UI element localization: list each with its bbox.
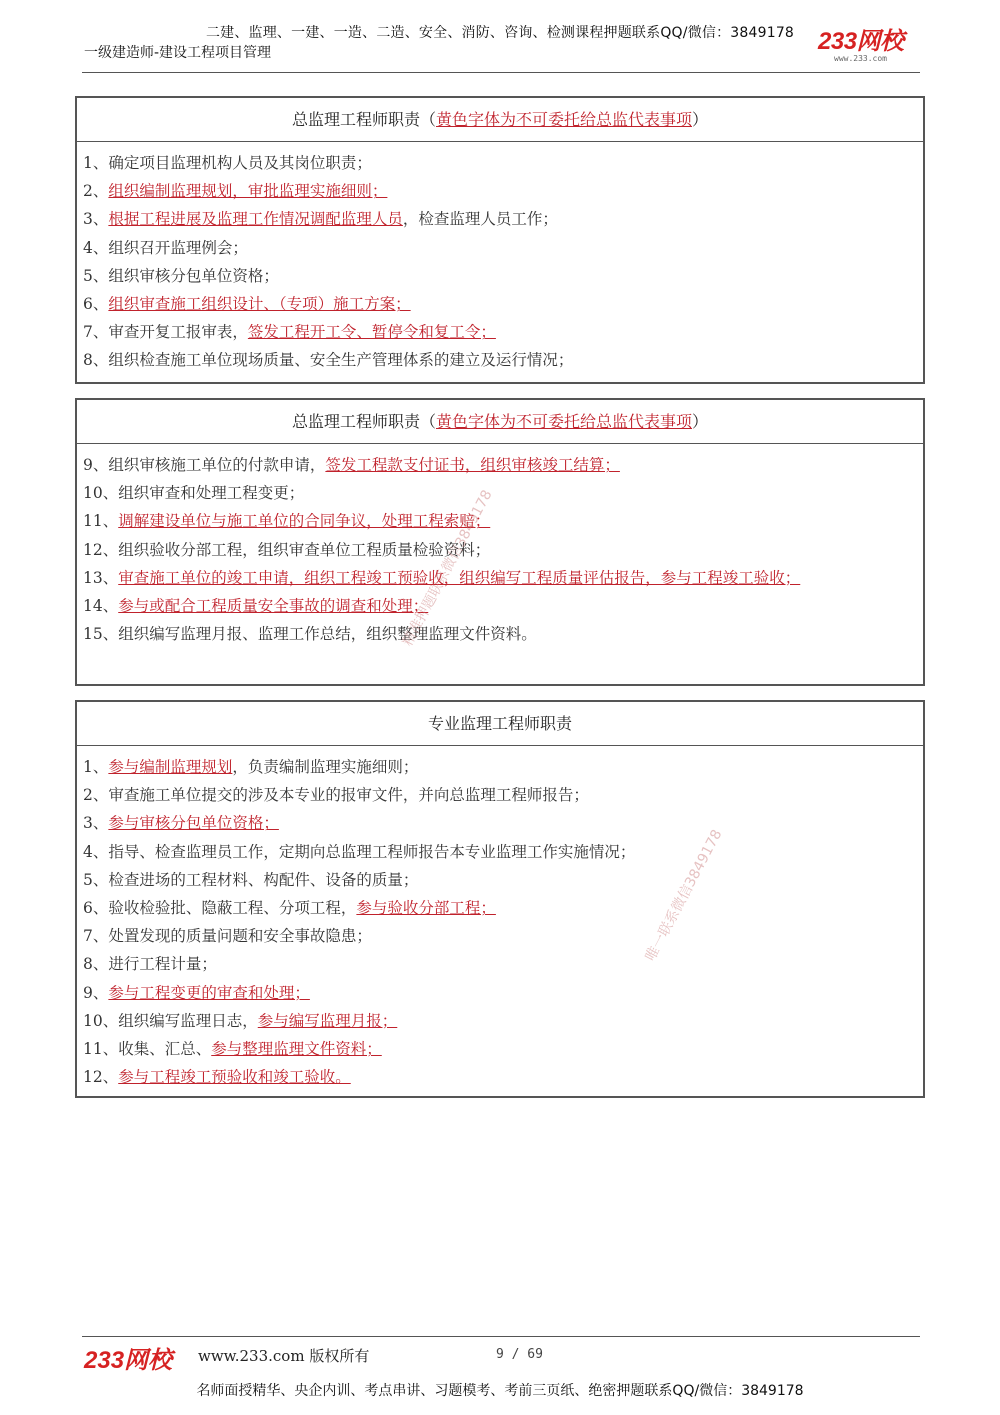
logo-233-top	[818, 30, 928, 64]
duty-text-highlight: 组织审查施工组织设计、（专项）施工方案；	[108, 295, 411, 314]
watermark: 唯一联系微信3849178	[642, 827, 726, 964]
duty-text: 组织审查和处理工程变更；	[118, 484, 305, 503]
duty-text-highlight: 调解建设单位与施工单位的合同争议，处理工程索赔；	[118, 512, 491, 531]
duty-item-number: 3、	[83, 814, 109, 833]
duty-item	[83, 620, 917, 648]
duty-text-highlight: 签发工程开工令、暂停令和复工令；	[247, 323, 496, 342]
section-title-highlight: 黄色字体为不可委托给总监代表事项	[435, 412, 692, 431]
duty-text: 进行工程计量；	[108, 955, 217, 974]
duty-item-number: 9、	[83, 456, 109, 474]
duty-item	[83, 479, 917, 507]
duty-item	[83, 451, 917, 479]
duty-item-number: 2、	[83, 786, 109, 805]
duty-item-number: 3、	[83, 210, 109, 229]
duty-item	[83, 318, 917, 346]
page-number: 9 / 69	[496, 1347, 543, 1362]
duty-item-number: 5、	[83, 266, 109, 285]
duty-item-number: 2、	[83, 182, 109, 201]
duty-text-highlight: 参与审核分包单位资格；	[108, 814, 279, 833]
duty-text-highlight: 组织编制监理规划，审批监理实施细则；	[108, 182, 388, 201]
section-box-chief-1	[75, 96, 925, 384]
duty-item-number: 7、	[83, 323, 109, 342]
logo-text: 233网校	[818, 28, 904, 55]
duty-item-number: 4、	[83, 842, 109, 861]
duty-item-number: 9、	[83, 983, 109, 1002]
duty-item	[83, 838, 917, 866]
duty-text-highlight: 参与验收分部工程；	[356, 899, 496, 918]
duty-item-number: 14、	[83, 597, 119, 616]
duty-text: 处置发现的质量问题和安全事故隐患；	[108, 927, 372, 946]
duty-text: 组织审核施工单位的付款申请，	[108, 456, 326, 474]
duty-text: 组织验收分部工程，组织审查单位工程质量检验资料；	[118, 540, 491, 559]
duty-item-number: 6、	[83, 899, 109, 918]
duty-item	[83, 564, 917, 592]
duty-text: 指导、检查监理员工作，定期向总监理工程师报告本专业监理工作实施情况；	[108, 842, 636, 861]
section-title	[77, 702, 923, 746]
duty-text-highlight: 根据工程进展及监理工作情况调配监理人员	[108, 210, 403, 229]
duty-item	[83, 177, 917, 205]
duty-text-highlight: 审查施工单位的竣工申请，组织工程竣工预验收，组织编写工程质量评估报告，参与工程竣工验收；	[118, 568, 801, 587]
watermark: 精准押题联系微信3849178	[399, 487, 496, 649]
duty-item	[83, 809, 917, 837]
duty-item	[83, 536, 917, 564]
duty-item-number: 12、	[83, 540, 119, 559]
duty-item	[83, 1035, 917, 1063]
doc-subtitle: 一级建造师-建设工程项目管理	[84, 45, 272, 61]
duty-text-highlight: 参与编写监理月报；	[257, 1011, 398, 1030]
duty-item-number: 5、	[83, 870, 109, 889]
duty-text: 审查开复工报审表，	[108, 323, 248, 342]
section-body	[77, 142, 923, 375]
duty-item-number: 4、	[83, 238, 109, 257]
duty-item	[83, 979, 917, 1007]
duty-text: 组织编写监理日志，	[118, 1011, 258, 1030]
footer-copyright: www.233.com 版权所有	[198, 1347, 370, 1365]
duty-item	[83, 507, 917, 535]
duty-text: 组织召开监理例会；	[108, 238, 248, 257]
duty-item-number: 11、	[83, 512, 119, 531]
duty-text-highlight: 参与整理监理文件资料；	[211, 1040, 382, 1059]
section-title-plain: 专业监理工程师职责	[427, 714, 572, 733]
top-banner: 二建、监理、一建、一造、二造、安全、消防、咨询、检测课程押题联系QQ/微信：3849178	[205, 25, 795, 41]
duty-text: 检查进场的工程材料、构配件、设备的质量；	[108, 870, 419, 889]
duty-item	[83, 262, 917, 290]
duty-item	[83, 1007, 917, 1035]
duty-item-number: 13、	[83, 568, 119, 587]
duty-item	[83, 894, 917, 922]
duty-item	[83, 950, 917, 978]
duty-item	[83, 205, 917, 233]
footer-divider	[82, 1336, 920, 1337]
section-title	[77, 98, 923, 142]
section-title-plain: 总监理工程师职责（	[291, 110, 436, 129]
duty-item-number: 12、	[83, 1068, 119, 1087]
duty-text: 审查施工单位提交的涉及本专业的报审文件，并向总监理工程师报告；	[108, 786, 589, 805]
section-box-chief-2	[75, 398, 925, 686]
duty-text: 组织检查施工单位现场质量、安全生产管理体系的建立及运行情况；	[108, 351, 574, 370]
section-title-plain: 总监理工程师职责（	[291, 412, 436, 431]
duty-text: ，负责编制监理实施细则；	[232, 758, 419, 776]
duty-item-number: 10、	[83, 484, 119, 503]
logo-url: www.233.com	[834, 54, 887, 63]
duty-item	[83, 753, 917, 781]
section-title-end: ）	[692, 412, 709, 431]
duty-item-number: 1、	[83, 154, 109, 172]
duty-item-number: 11、	[83, 1040, 119, 1059]
duty-text: 收集、汇总、	[118, 1040, 212, 1059]
section-body	[77, 444, 923, 648]
section-box-specialist	[75, 700, 925, 1098]
duty-item-number: 15、	[83, 625, 119, 644]
duty-item	[83, 290, 917, 318]
duty-item-number: 6、	[83, 295, 109, 314]
duty-item-number: 8、	[83, 351, 109, 370]
bottom-banner: 名师面授精华、央企内训、考点串讲、习题模考、考前三页纸、绝密押题联系QQ/微信：3849178	[196, 1383, 804, 1399]
section-title	[77, 400, 923, 444]
logo-233-bottom: 233网校	[84, 1347, 173, 1374]
duty-item	[83, 866, 917, 894]
duty-item	[83, 781, 917, 809]
duty-text-highlight: 参与工程变更的审查和处理；	[108, 983, 310, 1002]
duty-text-highlight: 签发工程款支付证书，组织审核竣工结算；	[325, 456, 620, 474]
duty-text: ，检查监理人员工作；	[402, 210, 558, 229]
header-divider	[82, 72, 920, 73]
duty-item-number: 7、	[83, 927, 109, 946]
duty-item	[83, 234, 917, 262]
duty-item	[83, 149, 917, 177]
duty-text: 确定项目监理机构人员及其岗位职责；	[108, 154, 372, 172]
duty-item	[83, 922, 917, 950]
duty-text: 组织审核分包单位资格；	[108, 266, 279, 285]
duty-item-number: 1、	[83, 758, 109, 776]
duty-item-number: 10、	[83, 1011, 119, 1030]
duty-text: 组织编写监理月报、监理工作总结，组织整理监理文件资料。	[118, 625, 537, 644]
section-title-end: ）	[692, 110, 709, 129]
duty-item	[83, 346, 917, 374]
section-body	[77, 746, 923, 1091]
duty-text-highlight: 参与编制监理规划	[108, 758, 233, 776]
duty-text: 验收检验批、隐蔽工程、分项工程，	[108, 899, 357, 918]
duty-item	[83, 592, 917, 620]
section-title-highlight: 黄色字体为不可委托给总监代表事项	[435, 110, 692, 129]
duty-text-highlight: 参与或配合工程质量安全事故的调查和处理；	[118, 597, 429, 616]
duty-item	[83, 1063, 917, 1091]
duty-text-highlight: 参与工程竣工预验收和竣工验收。	[118, 1068, 351, 1087]
duty-item-number: 8、	[83, 955, 109, 974]
